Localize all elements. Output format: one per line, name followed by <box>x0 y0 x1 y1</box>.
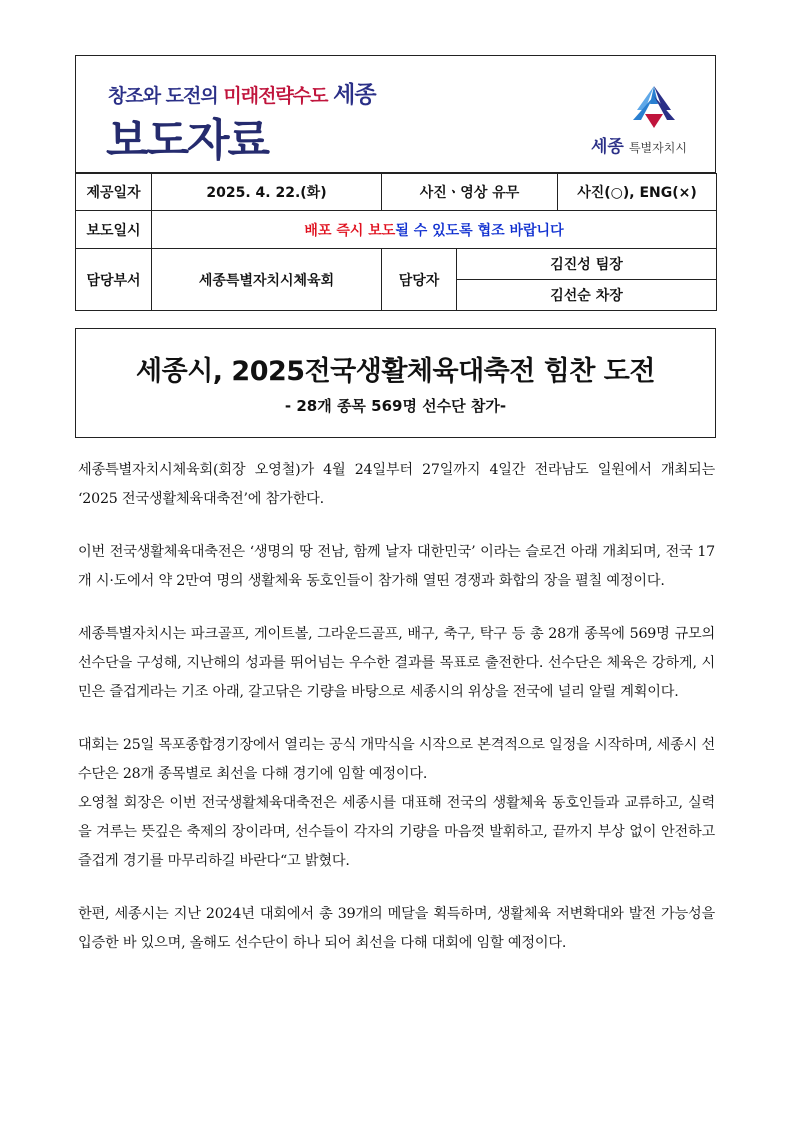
paragraph: 세종특별자치시체육회(회장 오영철)가 4월 24일부터 27일까지 4일간 전라남도 일원에서 개최되는 ‘2025 전국생활체육대축전’에 참가한다. <box>78 462 715 507</box>
slogan-part3: 세종 <box>333 82 376 108</box>
report-request: 될 수 있도록 협조 바랍니다 <box>395 222 564 239</box>
report-date-label: 보도일시 <box>76 211 152 249</box>
paragraph: 세종특별자치시는 파크골프, 게이트볼, 그라운드골프, 배구, 축구, 탁구 등 총 28개 종목에 569명 규모의 선수단을 구성해, 지난해의 성과를 뛰어넘는 우수한 결과를 목표로 출전한다. 선수단은 체육은 강하게, 시민은 즐겁게라는 기조 아래, 갈고닦은 기량을 바탕으로 세종시의 위상을 전국에 널리 알릴 계획이다. <box>78 626 715 700</box>
slogan-part2: 미래전략수도 <box>223 85 328 107</box>
provide-date: 2025. 4. 22.(화) <box>152 174 382 211</box>
headline-box <box>75 328 716 438</box>
paragraph: 이번 전국생활체육대축전은 ‘생명의 땅 전남, 함께 날자 대한민국’ 이라는 슬로건 아래 개최되며, 전국 17개 시·도에서 약 2만여 명의 생활체육 동호인들이 참가해 열띤 경쟁과 화합의 장을 펼칠 예정이다. <box>78 544 715 589</box>
logo-name: 세종 <box>591 137 624 157</box>
sejong-city-logo <box>591 84 701 160</box>
info-table <box>75 173 717 311</box>
paragraph: 오영철 회장은 이번 전국생활체육대축전은 세종시를 대표해 전국의 생활체육 동호인들과 교류하고, 실력을 겨루는 뜻깊은 축제의 장이라며, 선수들이 각자의 기량을 마음껏 발휘하고, 끝까지 부상 없이 안전하고 즐겁게 경기를 마무리하길 바란다“고 밝혔다. <box>78 795 715 869</box>
report-immediate: 배포 즉시 보도 <box>304 222 396 239</box>
provide-date-label: 제공일자 <box>76 174 152 211</box>
paragraph: 한편, 세종시는 지난 2024년 대회에서 총 39개의 메달을 획득하며, 생활체육 저변확대와 발전 가능성을 입증한 바 있으며, 올해도 선수단이 하나 되어 최선을 다해 대회에 임할 예정이다. <box>78 906 715 951</box>
headline-subtitle: - 28개 종목 569명 선수단 참가- <box>284 397 507 415</box>
contact-1: 김진성 팀장 <box>457 249 717 280</box>
media-value: 사진(○), ENG(×) <box>558 174 717 211</box>
paragraph: 대회는 25일 목포종합경기장에서 열리는 공식 개막식을 시작으로 본격적으로 일정을 시작하며, 세종시 선수단은 28개 종목별로 최선을 다해 경기에 임할 예정이다. <box>78 737 715 782</box>
department-value: 세종특별자치시체육회 <box>152 249 382 311</box>
contact-2: 김선순 차장 <box>457 280 717 311</box>
logo-text <box>591 132 687 157</box>
slogan-part1: 창조와 도전의 <box>108 85 218 107</box>
department-label: 담당부서 <box>76 249 152 311</box>
page-title: 보도자료 <box>106 115 269 166</box>
sejong-emblem-icon <box>631 84 677 130</box>
article-body <box>78 456 715 982</box>
media-label: 사진ㆍ영상 유무 <box>382 174 558 211</box>
report-date-value <box>152 211 717 249</box>
contact-label: 담당자 <box>382 249 457 311</box>
logo-suffix: 특별자치시 <box>628 141 687 155</box>
headline-title: 세종시, 2025전국생활체육대축전 힘찬 도전 <box>136 356 655 387</box>
press-release-header <box>75 55 716 173</box>
